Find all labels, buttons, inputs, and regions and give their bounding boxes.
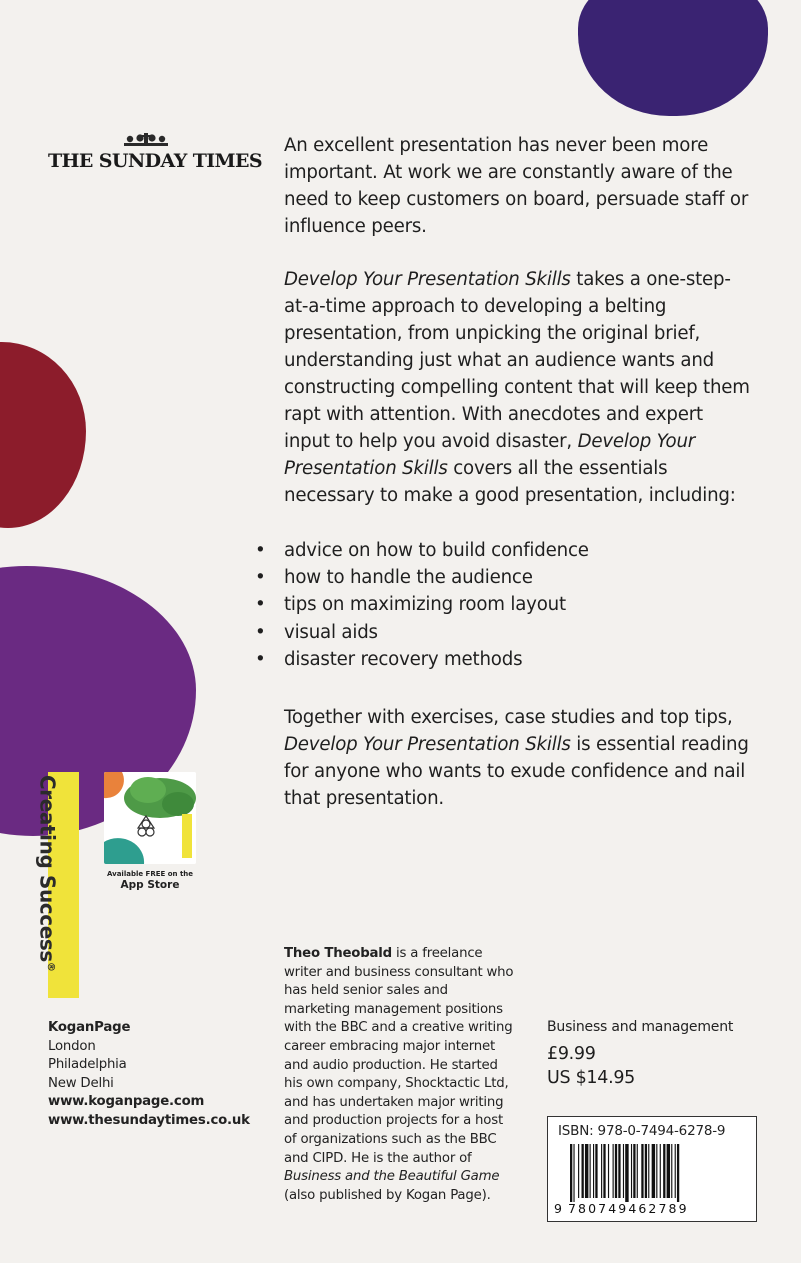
decorative-blob-red	[0, 342, 86, 528]
price-usd: US $14.95	[547, 1068, 636, 1088]
list-item: • visual aids	[255, 619, 589, 646]
publisher-info	[48, 1019, 250, 1131]
app-store-caption	[100, 869, 200, 892]
barcode-bar	[656, 1144, 657, 1198]
barcode-bar	[593, 1144, 594, 1198]
publisher-city: Philadelphia	[48, 1057, 127, 1073]
app-caption-small: Available FREE on the	[106, 870, 194, 878]
barcode-bar	[677, 1144, 679, 1202]
barcode-bar	[645, 1144, 647, 1198]
publisher-website: www.thesundaytimes.co.uk	[48, 1112, 250, 1128]
registered-mark: ®	[45, 961, 56, 972]
ean-first-digit: 9	[554, 1201, 562, 1216]
barcode-bar	[633, 1144, 635, 1198]
barcode-bar	[663, 1144, 665, 1198]
blurb-paragraph-3	[284, 704, 754, 812]
author-book-title: Business and the Beautiful Game	[284, 1169, 500, 1185]
isbn-label: ISBN: 978-0-7494-6278-9	[558, 1123, 726, 1139]
barcode-bar	[648, 1144, 649, 1198]
publisher-city: London	[48, 1038, 96, 1054]
barcode-bar	[652, 1144, 655, 1198]
publisher-name: KoganPage	[48, 1020, 131, 1035]
blurb-text: covers all the essentials necessary to make a good presentation, including:	[284, 458, 736, 506]
app-caption-big: App Store	[120, 879, 180, 891]
feature-list	[255, 537, 589, 673]
book-title: Develop Your Presentation Skills	[284, 269, 571, 290]
barcode-bar	[618, 1144, 620, 1198]
barcode-bar	[595, 1144, 597, 1198]
publisher-city: New Delhi	[48, 1075, 114, 1091]
ean-digits: 780749462789	[568, 1201, 689, 1216]
barcode-bar	[667, 1144, 670, 1198]
barcode-bar	[582, 1144, 584, 1198]
barcode-bar	[660, 1144, 661, 1198]
barcode-bar	[578, 1144, 579, 1198]
publisher-website: www.koganpage.com	[48, 1094, 205, 1110]
crest-icon	[120, 132, 172, 148]
barcode-bar	[590, 1144, 591, 1198]
barcode-bar	[608, 1144, 609, 1198]
sunday-times-masthead	[48, 132, 262, 172]
list-item: • how to handle the audience	[255, 564, 589, 591]
barcode-bar	[573, 1144, 574, 1202]
barcode-icon	[570, 1144, 736, 1202]
list-item: • advice on how to build confidence	[255, 537, 589, 564]
book-title: Develop Your Presentation Skills	[284, 734, 571, 755]
barcode-bar	[615, 1144, 617, 1198]
blurb-paragraph-1: An excellent presentation has never been more important. At work we are constantly aware of the need to keep customers on board, persuade staff or influence peers.	[284, 135, 749, 237]
price-gbp: £9.99	[547, 1044, 596, 1064]
series-name	[34, 775, 63, 971]
category-label: Business and management	[547, 1019, 734, 1035]
blurb-text: is essential reading for anyone who wants to exude confidence and nail that presentation.	[284, 734, 749, 809]
author-name: Theo Theobald	[284, 946, 392, 961]
app-icon	[104, 772, 196, 864]
barcode-bar	[603, 1144, 605, 1198]
barcode-bar	[625, 1144, 628, 1202]
barcode-bar	[613, 1144, 614, 1198]
book-title: Develop Your Presentation Skills	[284, 431, 696, 479]
barcode-bar	[585, 1144, 588, 1198]
barcode-bar	[601, 1144, 602, 1198]
barcode-bar	[671, 1144, 672, 1198]
decorative-blob-top	[578, 0, 768, 116]
barcode-bar	[675, 1144, 676, 1198]
author-bio	[284, 945, 516, 1205]
barcode-bar	[631, 1144, 632, 1198]
list-item: • disaster recovery methods	[255, 646, 589, 673]
bio-text: (also published by Kogan Page).	[284, 1187, 491, 1203]
barcode-bar	[623, 1144, 624, 1198]
blurb-text: takes a one-step-at-a-time approach to developing a belting presentation, from unpicking the original brief, understanding just what an audience wants and constructing compelling content that will keep them rapt with attention. With anecdotes and expert input to help you avoid disaster,	[284, 269, 750, 452]
barcode-bar	[570, 1144, 572, 1202]
blurb-text: Together with exercises, case studies and top tips,	[284, 707, 733, 728]
app-logo-icon	[104, 772, 196, 864]
blurb-paragraph-2	[284, 266, 754, 509]
barcode-box	[547, 1116, 757, 1222]
barcode-bar	[637, 1144, 638, 1198]
series-strip	[35, 772, 79, 998]
masthead-name: THE SUNDAY TIMES	[48, 150, 262, 172]
list-item: • tips on maximizing room layout	[255, 591, 589, 618]
series-label: Creating Success	[35, 775, 60, 962]
bio-text: is a freelance writer and business consultant who has held senior sales and marketing management positions with the BBC and a creative writing career embracing major internet and audio production. He started his own company, Shocktactic Ltd, and has undertaken major writing and production projects for a host of organizations such as the BBC and CIPD. He is the author of	[284, 946, 514, 1166]
barcode-bar	[641, 1144, 643, 1198]
